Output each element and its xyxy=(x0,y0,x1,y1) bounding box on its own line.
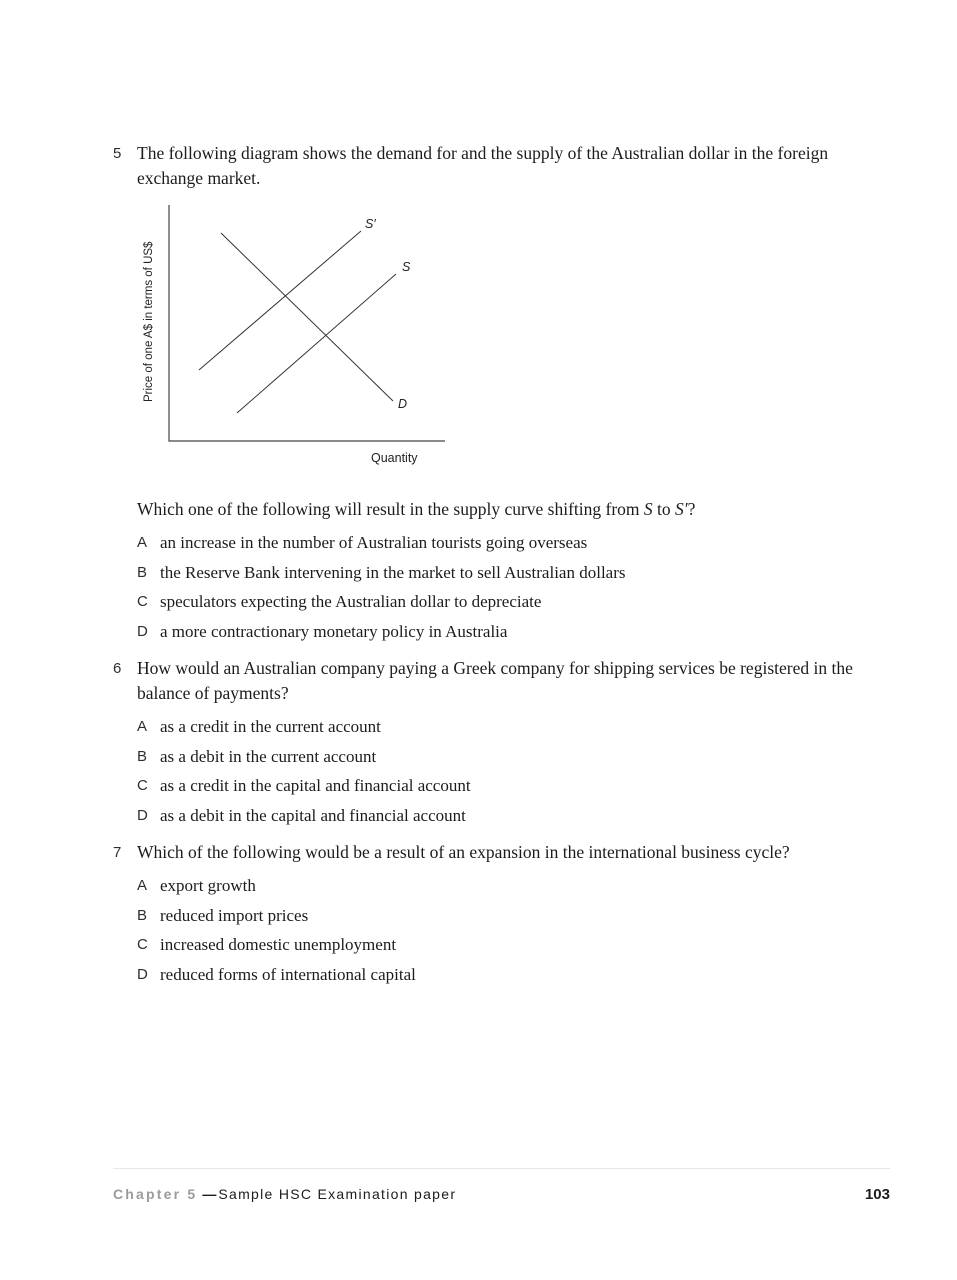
question-7-options xyxy=(137,871,892,989)
option-letter: D xyxy=(137,806,148,824)
option-d xyxy=(137,960,892,990)
stem-s-prime-symbol: S′ xyxy=(675,499,688,519)
option-a xyxy=(137,871,892,901)
supply-curve-s-prime xyxy=(199,231,361,370)
stem-text: Which one of the following will result in the supply curve shifting from xyxy=(137,499,644,519)
footer-chapter-label: Chapter 5 xyxy=(113,1186,198,1202)
option-letter: C xyxy=(137,593,148,610)
option-text: reduced import prices xyxy=(160,905,309,925)
option-letter: D xyxy=(137,622,148,640)
diagram-y-axis-label: Price of one A$ in terms of US$ xyxy=(143,241,155,403)
option-letter: A xyxy=(137,718,148,735)
option-letter: A xyxy=(137,877,148,894)
demand-curve xyxy=(221,233,393,401)
option-letter: C xyxy=(137,777,148,794)
question-6-heading xyxy=(113,656,892,706)
option-a xyxy=(137,528,892,558)
question-5-options xyxy=(137,528,892,646)
exchange-rate-diagram xyxy=(143,203,613,471)
option-letter: B xyxy=(137,906,148,924)
question-intro: How would an Australian company paying a Greek company for shipping services be registered in the balance of payments? xyxy=(137,658,853,703)
option-d xyxy=(137,617,892,647)
question-intro: The following diagram shows the demand for and the supply of the Australian dollar in the foreign exchange market. xyxy=(137,143,829,188)
option-letter: C xyxy=(137,936,148,953)
d-curve-label: D xyxy=(398,397,408,411)
question-5-heading xyxy=(113,141,892,191)
option-text: speculators expecting the Australian dollar to depreciate xyxy=(160,592,542,611)
option-text: increased domestic unemployment xyxy=(160,935,397,954)
footer-title: Sample HSC Examination paper xyxy=(218,1186,457,1202)
stem-s-symbol: S xyxy=(643,499,653,519)
diagram-x-axis-label: Quantity xyxy=(371,451,418,465)
question-6-options xyxy=(137,712,892,830)
option-text: export growth xyxy=(160,876,256,895)
option-text: as a credit in the capital and financial account xyxy=(160,776,471,795)
option-letter: D xyxy=(137,965,148,983)
option-letter: B xyxy=(137,747,148,765)
option-letter: A xyxy=(137,534,148,551)
s-curve-label: S xyxy=(402,260,411,274)
supply-demand-chart xyxy=(161,203,451,448)
question-5 xyxy=(113,141,892,646)
footer-divider xyxy=(113,1168,890,1169)
question-number: 5 xyxy=(113,145,122,162)
page-content xyxy=(113,131,892,989)
option-text: reduced forms of international capital xyxy=(160,964,416,984)
option-d xyxy=(137,801,892,831)
option-b xyxy=(137,901,892,931)
question-7-heading xyxy=(113,840,892,865)
option-text: an increase in the number of Australian tourists going overseas xyxy=(160,533,588,552)
option-c xyxy=(137,771,892,801)
option-text: the Reserve Bank intervening in the market to sell Australian dollars xyxy=(160,562,626,582)
question-6 xyxy=(113,656,892,830)
stem-text: to xyxy=(652,499,676,519)
option-letter: B xyxy=(137,563,148,581)
option-a xyxy=(137,712,892,742)
page-footer xyxy=(113,1186,890,1203)
option-c xyxy=(137,930,892,960)
question-7 xyxy=(113,840,892,989)
question-number: 7 xyxy=(113,844,122,861)
option-b xyxy=(137,742,892,772)
option-text: as a debit in the capital and financial account xyxy=(160,805,466,825)
option-text: as a debit in the current account xyxy=(160,746,377,766)
supply-curve-s xyxy=(237,274,396,413)
page-number: 103 xyxy=(864,1186,890,1203)
question-number: 6 xyxy=(113,660,122,677)
option-b xyxy=(137,558,892,588)
option-text: a more contractionary monetary policy in Australia xyxy=(160,621,508,641)
option-c xyxy=(137,587,892,617)
s-prime-curve-label: S′ xyxy=(365,217,376,231)
stem-text: ? xyxy=(687,499,696,519)
question-5-stem xyxy=(137,497,892,522)
footer-dash: — xyxy=(202,1186,217,1202)
option-text: as a credit in the current account xyxy=(160,717,381,736)
question-intro: Which of the following would be a result of an expansion in the international business cycle? xyxy=(137,842,790,862)
